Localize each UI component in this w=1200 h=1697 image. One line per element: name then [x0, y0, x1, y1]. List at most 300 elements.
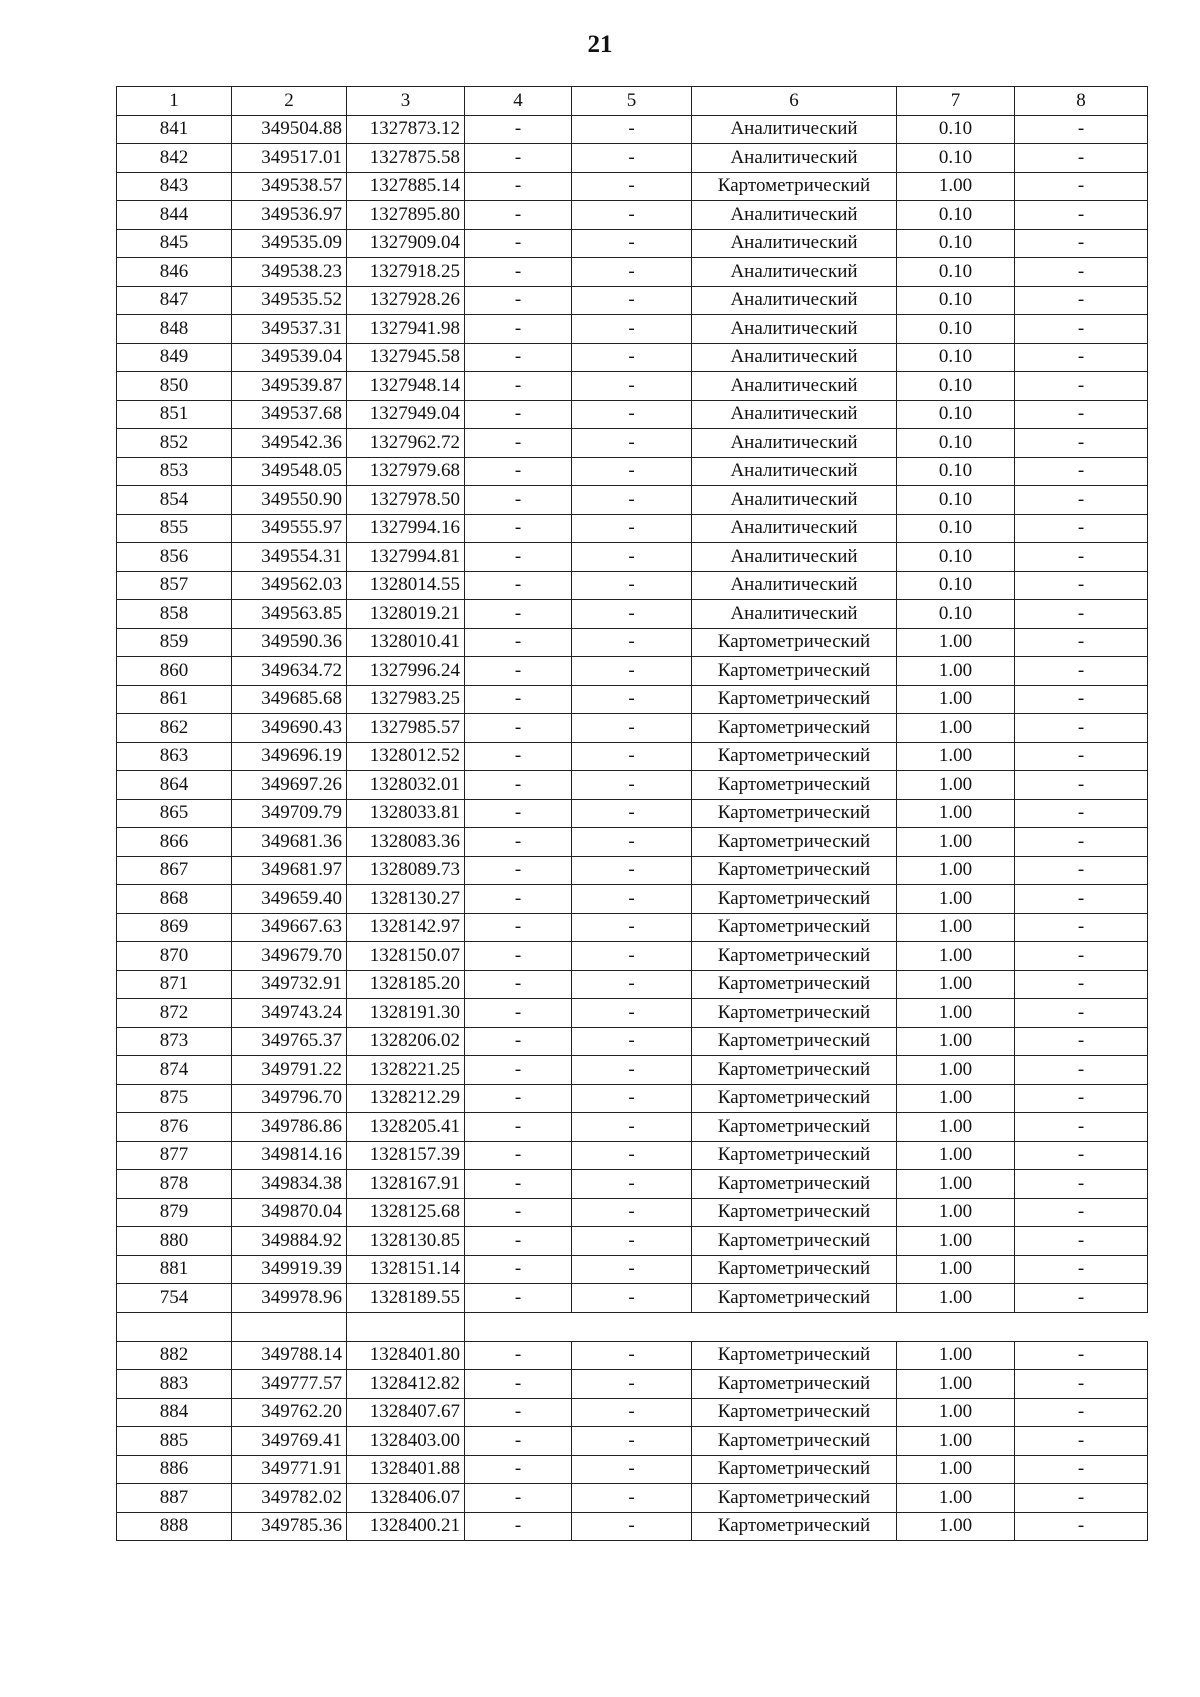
col-4-cell: - [465, 1370, 572, 1399]
table-row [117, 714, 1148, 743]
col-5-cell: - [572, 742, 692, 771]
method-cell: Картометрический [692, 172, 897, 201]
col-4-cell: - [465, 286, 572, 315]
coord-y-cell: 1328185.20 [347, 970, 465, 999]
accuracy-cell: 0.10 [897, 514, 1015, 543]
method-cell: Картометрический [692, 1398, 897, 1427]
col-5-cell: - [572, 1027, 692, 1056]
coord-y-cell: 1328191.30 [347, 999, 465, 1028]
col-8-cell: - [1015, 1484, 1148, 1513]
coord-y-cell: 1327994.81 [347, 543, 465, 572]
method-cell: Картометрический [692, 1370, 897, 1399]
point-number-cell: 883 [117, 1370, 232, 1399]
col-5-cell: - [572, 286, 692, 315]
col-5-cell: - [572, 885, 692, 914]
method-cell: Аналитический [692, 372, 897, 401]
point-number-cell: 842 [117, 144, 232, 173]
table-row [117, 999, 1148, 1028]
table-row [117, 229, 1148, 258]
table-row [117, 343, 1148, 372]
point-number-cell: 863 [117, 742, 232, 771]
coord-y-cell: 1327962.72 [347, 429, 465, 458]
coord-x-cell: 349762.20 [232, 1398, 347, 1427]
accuracy-cell: 0.10 [897, 286, 1015, 315]
accuracy-cell: 0.10 [897, 258, 1015, 287]
point-number-cell: 844 [117, 201, 232, 230]
col-8-cell: - [1015, 799, 1148, 828]
method-cell: Картометрический [692, 1255, 897, 1284]
accuracy-cell: 0.10 [897, 115, 1015, 144]
table-row [117, 144, 1148, 173]
table-row [117, 571, 1148, 600]
col-5-cell: - [572, 229, 692, 258]
coord-y-cell: 1327978.50 [347, 486, 465, 515]
accuracy-cell: 1.00 [897, 1398, 1015, 1427]
method-cell: Картометрический [692, 742, 897, 771]
col-8-cell: - [1015, 942, 1148, 971]
col-4-cell: - [465, 657, 572, 686]
table-row [117, 286, 1148, 315]
table-row [117, 970, 1148, 999]
point-number-cell: 843 [117, 172, 232, 201]
method-cell: Картометрический [692, 1427, 897, 1456]
coord-x-cell: 349634.72 [232, 657, 347, 686]
col-5-cell: - [572, 1056, 692, 1085]
col-4-cell: - [465, 1227, 572, 1256]
coord-x-cell: 349919.39 [232, 1255, 347, 1284]
coord-y-cell: 1327918.25 [347, 258, 465, 287]
accuracy-cell: 1.00 [897, 714, 1015, 743]
table-row [117, 315, 1148, 344]
accuracy-cell: 1.00 [897, 1113, 1015, 1142]
coord-x-cell: 349782.02 [232, 1484, 347, 1513]
table-row [117, 1341, 1148, 1370]
table-row [117, 1455, 1148, 1484]
accuracy-cell: 1.00 [897, 1512, 1015, 1541]
col-5-cell: - [572, 115, 692, 144]
accuracy-cell: 1.00 [897, 913, 1015, 942]
coord-x-cell: 349590.36 [232, 628, 347, 657]
point-number-cell: 846 [117, 258, 232, 287]
method-cell: Аналитический [692, 258, 897, 287]
coord-x-cell: 349539.04 [232, 343, 347, 372]
col-4-cell: - [465, 828, 572, 857]
coord-y-cell: 1328212.29 [347, 1084, 465, 1113]
point-number-cell: 886 [117, 1455, 232, 1484]
coord-y-cell: 1328401.88 [347, 1455, 465, 1484]
coord-y-cell: 1327979.68 [347, 457, 465, 486]
col-5-cell: - [572, 144, 692, 173]
method-cell: Аналитический [692, 571, 897, 600]
point-number-cell: 855 [117, 514, 232, 543]
col-4-cell: - [465, 571, 572, 600]
coord-x-cell: 349681.36 [232, 828, 347, 857]
header-cell-8: 8 [1015, 87, 1148, 116]
col-5-cell: - [572, 429, 692, 458]
point-number-cell: 852 [117, 429, 232, 458]
point-number-cell: 854 [117, 486, 232, 515]
point-number-cell: 888 [117, 1512, 232, 1541]
coord-x-cell: 349542.36 [232, 429, 347, 458]
coord-y-cell: 1328406.07 [347, 1484, 465, 1513]
accuracy-cell: 1.00 [897, 1170, 1015, 1199]
point-number-cell: 754 [117, 1284, 232, 1313]
col-8-cell: - [1015, 1284, 1148, 1313]
col-4-cell: - [465, 1284, 572, 1313]
method-cell: Аналитический [692, 486, 897, 515]
col-5-cell: - [572, 1227, 692, 1256]
table-row [117, 1198, 1148, 1227]
col-5-cell: - [572, 600, 692, 629]
col-4-cell: - [465, 429, 572, 458]
col-8-cell: - [1015, 1370, 1148, 1399]
coord-x-cell: 349539.87 [232, 372, 347, 401]
col-8-cell: - [1015, 1198, 1148, 1227]
col-8-cell: - [1015, 201, 1148, 230]
method-cell: Картометрический [692, 1141, 897, 1170]
gap-cell [897, 1312, 1015, 1341]
point-number-cell: 880 [117, 1227, 232, 1256]
col-4-cell: - [465, 514, 572, 543]
accuracy-cell: 1.00 [897, 1084, 1015, 1113]
point-number-cell: 849 [117, 343, 232, 372]
coord-x-cell: 349785.36 [232, 1512, 347, 1541]
col-4-cell: - [465, 372, 572, 401]
table-row [117, 115, 1148, 144]
col-5-cell: - [572, 1198, 692, 1227]
col-8-cell: - [1015, 885, 1148, 914]
table-row [117, 742, 1148, 771]
point-number-cell: 857 [117, 571, 232, 600]
table-row [117, 628, 1148, 657]
point-number-cell: 866 [117, 828, 232, 857]
accuracy-cell: 1.00 [897, 828, 1015, 857]
coord-x-cell: 349536.97 [232, 201, 347, 230]
method-cell: Картометрический [692, 771, 897, 800]
method-cell: Картометрический [692, 1284, 897, 1313]
point-number-cell: 865 [117, 799, 232, 828]
col-5-cell: - [572, 714, 692, 743]
col-5-cell: - [572, 1398, 692, 1427]
coord-y-cell: 1327948.14 [347, 372, 465, 401]
coord-x-cell: 349796.70 [232, 1084, 347, 1113]
coord-x-cell: 349667.63 [232, 913, 347, 942]
col-4-cell: - [465, 942, 572, 971]
col-4-cell: - [465, 799, 572, 828]
col-4-cell: - [465, 457, 572, 486]
method-cell: Картометрический [692, 970, 897, 999]
coord-x-cell: 349659.40 [232, 885, 347, 914]
col-5-cell: - [572, 1427, 692, 1456]
col-8-cell: - [1015, 1084, 1148, 1113]
coord-y-cell: 1327873.12 [347, 115, 465, 144]
col-4-cell: - [465, 885, 572, 914]
table-row [117, 543, 1148, 572]
method-cell: Аналитический [692, 457, 897, 486]
header-cell-6: 6 [692, 87, 897, 116]
gap-cell [572, 1312, 692, 1341]
method-cell: Картометрический [692, 799, 897, 828]
table-header [117, 87, 1148, 116]
col-4-cell: - [465, 970, 572, 999]
point-number-cell: 859 [117, 628, 232, 657]
table-row [117, 657, 1148, 686]
table-row [117, 1284, 1148, 1313]
col-4-cell: - [465, 1198, 572, 1227]
gap-cell [1015, 1312, 1148, 1341]
coord-x-cell: 349555.97 [232, 514, 347, 543]
method-cell: Картометрический [692, 828, 897, 857]
accuracy-cell: 1.00 [897, 1141, 1015, 1170]
col-4-cell: - [465, 1170, 572, 1199]
col-4-cell: - [465, 543, 572, 572]
coord-x-cell: 349537.31 [232, 315, 347, 344]
coord-y-cell: 1327885.14 [347, 172, 465, 201]
col-5-cell: - [572, 258, 692, 287]
col-4-cell: - [465, 1398, 572, 1427]
table-row [117, 258, 1148, 287]
coord-x-cell: 349550.90 [232, 486, 347, 515]
coord-y-cell: 1328401.80 [347, 1341, 465, 1370]
col-5-cell: - [572, 1113, 692, 1142]
table-row [117, 1141, 1148, 1170]
coord-y-cell: 1328130.85 [347, 1227, 465, 1256]
point-number-cell: 847 [117, 286, 232, 315]
col-8-cell: - [1015, 1512, 1148, 1541]
accuracy-cell: 0.10 [897, 400, 1015, 429]
point-number-cell: 878 [117, 1170, 232, 1199]
point-number-cell: 862 [117, 714, 232, 743]
method-cell: Картометрический [692, 628, 897, 657]
col-8-cell: - [1015, 343, 1148, 372]
col-8-cell: - [1015, 913, 1148, 942]
col-8-cell: - [1015, 372, 1148, 401]
col-8-cell: - [1015, 970, 1148, 999]
point-number-cell: 850 [117, 372, 232, 401]
point-number-cell: 853 [117, 457, 232, 486]
col-4-cell: - [465, 771, 572, 800]
col-4-cell: - [465, 1484, 572, 1513]
col-8-cell: - [1015, 657, 1148, 686]
accuracy-cell: 1.00 [897, 657, 1015, 686]
method-cell: Картометрический [692, 1484, 897, 1513]
col-8-cell: - [1015, 1455, 1148, 1484]
col-4-cell: - [465, 742, 572, 771]
coord-x-cell: 349786.86 [232, 1113, 347, 1142]
accuracy-cell: 1.00 [897, 1284, 1015, 1313]
col-4-cell: - [465, 1084, 572, 1113]
col-8-cell: - [1015, 258, 1148, 287]
point-number-cell: 845 [117, 229, 232, 258]
point-number-cell: 884 [117, 1398, 232, 1427]
col-8-cell: - [1015, 1255, 1148, 1284]
coord-y-cell: 1328407.67 [347, 1398, 465, 1427]
col-5-cell: - [572, 1084, 692, 1113]
col-8-cell: - [1015, 429, 1148, 458]
coord-y-cell: 1328033.81 [347, 799, 465, 828]
table-row [117, 685, 1148, 714]
accuracy-cell: 0.10 [897, 315, 1015, 344]
col-5-cell: - [572, 913, 692, 942]
coord-y-cell: 1328142.97 [347, 913, 465, 942]
header-cell-5: 5 [572, 87, 692, 116]
coord-y-cell: 1328205.41 [347, 1113, 465, 1142]
col-5-cell: - [572, 343, 692, 372]
table-row [117, 1512, 1148, 1541]
coord-y-cell: 1328083.36 [347, 828, 465, 857]
col-8-cell: - [1015, 543, 1148, 572]
coord-x-cell: 349769.41 [232, 1427, 347, 1456]
col-8-cell: - [1015, 828, 1148, 857]
col-4-cell: - [465, 486, 572, 515]
coord-y-cell: 1328019.21 [347, 600, 465, 629]
accuracy-cell: 0.10 [897, 543, 1015, 572]
col-8-cell: - [1015, 856, 1148, 885]
point-number-cell: 861 [117, 685, 232, 714]
col-5-cell: - [572, 315, 692, 344]
accuracy-cell: 1.00 [897, 970, 1015, 999]
header-cell-1: 1 [117, 87, 232, 116]
col-5-cell: - [572, 970, 692, 999]
table-row [117, 828, 1148, 857]
coord-x-cell: 349834.38 [232, 1170, 347, 1199]
method-cell: Аналитический [692, 343, 897, 372]
method-cell: Картометрический [692, 657, 897, 686]
col-5-cell: - [572, 799, 692, 828]
page-number: 21 [587, 31, 613, 58]
table-row [117, 1484, 1148, 1513]
table-row [117, 913, 1148, 942]
col-8-cell: - [1015, 457, 1148, 486]
coord-x-cell: 349732.91 [232, 970, 347, 999]
coord-y-cell: 1328010.41 [347, 628, 465, 657]
method-cell: Аналитический [692, 286, 897, 315]
accuracy-cell: 0.10 [897, 343, 1015, 372]
point-number-cell: 848 [117, 315, 232, 344]
method-cell: Картометрический [692, 1341, 897, 1370]
method-cell: Картометрический [692, 1056, 897, 1085]
accuracy-cell: 1.00 [897, 1198, 1015, 1227]
table-row [117, 1398, 1148, 1427]
coord-y-cell: 1328150.07 [347, 942, 465, 971]
method-cell: Картометрический [692, 714, 897, 743]
point-number-cell: 872 [117, 999, 232, 1028]
coord-x-cell: 349870.04 [232, 1198, 347, 1227]
col-4-cell: - [465, 315, 572, 344]
col-5-cell: - [572, 571, 692, 600]
col-5-cell: - [572, 1141, 692, 1170]
col-5-cell: - [572, 372, 692, 401]
method-cell: Картометрический [692, 1455, 897, 1484]
table-row [117, 1170, 1148, 1199]
coord-x-cell: 349681.97 [232, 856, 347, 885]
coord-y-cell: 1327983.25 [347, 685, 465, 714]
table-row [117, 514, 1148, 543]
accuracy-cell: 1.00 [897, 685, 1015, 714]
point-number-cell: 864 [117, 771, 232, 800]
col-8-cell: - [1015, 115, 1148, 144]
method-cell: Аналитический [692, 315, 897, 344]
col-5-cell: - [572, 1284, 692, 1313]
coord-x-cell: 349697.26 [232, 771, 347, 800]
col-8-cell: - [1015, 571, 1148, 600]
accuracy-cell: 1.00 [897, 885, 1015, 914]
col-5-cell: - [572, 457, 692, 486]
col-8-cell: - [1015, 1141, 1148, 1170]
col-4-cell: - [465, 685, 572, 714]
method-cell: Аналитический [692, 229, 897, 258]
point-number-cell: 871 [117, 970, 232, 999]
point-number-cell: 876 [117, 1113, 232, 1142]
col-5-cell: - [572, 1341, 692, 1370]
coord-y-cell: 1328189.55 [347, 1284, 465, 1313]
coord-x-cell: 349562.03 [232, 571, 347, 600]
accuracy-cell: 0.10 [897, 372, 1015, 401]
coord-y-cell: 1327994.16 [347, 514, 465, 543]
point-number-cell: 870 [117, 942, 232, 971]
method-cell: Картометрический [692, 856, 897, 885]
col-4-cell: - [465, 1056, 572, 1085]
point-number-cell: 885 [117, 1427, 232, 1456]
col-4-cell: - [465, 343, 572, 372]
col-4-cell: - [465, 856, 572, 885]
coord-y-cell: 1328012.52 [347, 742, 465, 771]
table-row [117, 201, 1148, 230]
table-row [117, 457, 1148, 486]
gap-cell [117, 1312, 232, 1341]
coord-x-cell: 349563.85 [232, 600, 347, 629]
accuracy-cell: 0.10 [897, 571, 1015, 600]
accuracy-cell: 1.00 [897, 1227, 1015, 1256]
coord-y-cell: 1327949.04 [347, 400, 465, 429]
point-number-cell: 858 [117, 600, 232, 629]
col-8-cell: - [1015, 1027, 1148, 1056]
header-cell-2: 2 [232, 87, 347, 116]
point-number-cell: 841 [117, 115, 232, 144]
accuracy-cell: 0.10 [897, 229, 1015, 258]
method-cell: Картометрический [692, 885, 897, 914]
col-5-cell: - [572, 771, 692, 800]
coord-y-cell: 1327996.24 [347, 657, 465, 686]
coord-y-cell: 1328412.82 [347, 1370, 465, 1399]
table-row [117, 1056, 1148, 1085]
point-number-cell: 873 [117, 1027, 232, 1056]
coord-y-cell: 1328125.68 [347, 1198, 465, 1227]
coordinates-table [116, 86, 1148, 1541]
coord-x-cell: 349696.19 [232, 742, 347, 771]
col-5-cell: - [572, 1484, 692, 1513]
coord-y-cell: 1327928.26 [347, 286, 465, 315]
table-row [117, 942, 1148, 971]
coord-y-cell: 1327875.58 [347, 144, 465, 173]
table-row [117, 771, 1148, 800]
gap-cell [692, 1312, 897, 1341]
coord-y-cell: 1327941.98 [347, 315, 465, 344]
table-row [117, 1255, 1148, 1284]
col-5-cell: - [572, 1255, 692, 1284]
coord-y-cell: 1328089.73 [347, 856, 465, 885]
table-row [117, 856, 1148, 885]
col-8-cell: - [1015, 315, 1148, 344]
col-5-cell: - [572, 1370, 692, 1399]
col-8-cell: - [1015, 1227, 1148, 1256]
point-number-cell: 867 [117, 856, 232, 885]
col-8-cell: - [1015, 1113, 1148, 1142]
header-cell-3: 3 [347, 87, 465, 116]
coord-x-cell: 349537.68 [232, 400, 347, 429]
col-8-cell: - [1015, 1341, 1148, 1370]
col-8-cell: - [1015, 714, 1148, 743]
